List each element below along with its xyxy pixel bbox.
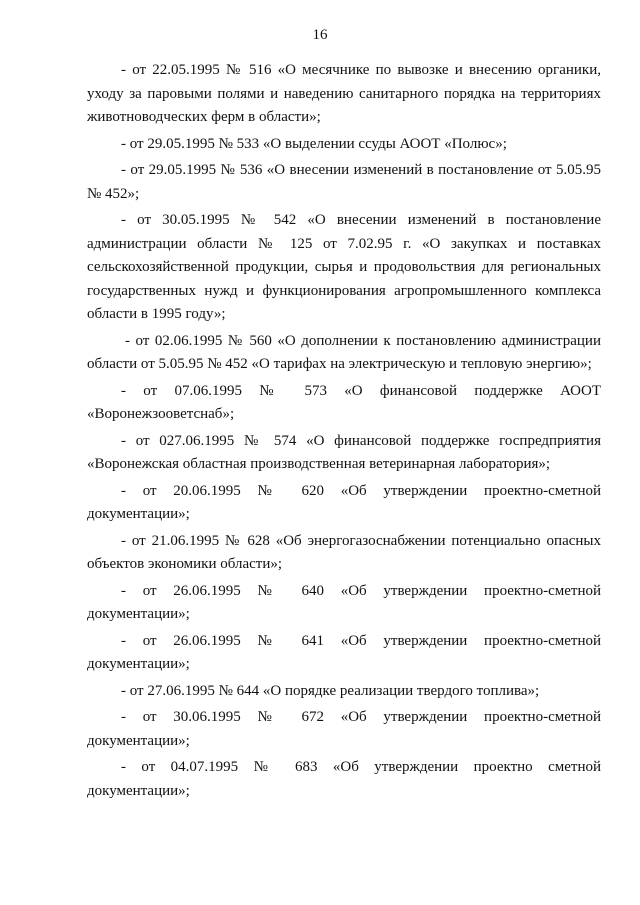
list-item: - от 26.06.1995 № 641 «Об утверждении проектно-сметной документации»; [87, 632, 601, 672]
list-item: - от 29.05.1995 № 536 «О внесении изменений в постановление от 5.05.95 № 452»; [87, 162, 601, 202]
page-number: 16 [312, 27, 328, 43]
list-item: - от 07.06.1995 № 573 «О финансовой поддержке АООТ «Воронежзооветснаб»; [87, 382, 601, 422]
list-item: - от 30.06.1995 № 672 «Об утверждении проектно-сметной документации»; [87, 709, 601, 749]
list-item: - от 26.06.1995 № 640 «Об утверждении проектно-сметной документации»; [87, 582, 601, 622]
list-item: - от 22.05.1995 № 516 «О месячнике по вывозке и внесению органики, уходу за паровыми полями и наведению санитарного порядка на территориях животноводческих ферм в области»; [87, 62, 601, 125]
list-item: - от 20.06.1995 № 620 «Об утверждении проектно-сметной документации»; [87, 482, 601, 522]
list-item: - от 02.06.1995 № 560 «О дополнении к постановлению администрации области от 5.05.95 № 452 «О тарифах на электрическую и тепловую энергию»; [87, 332, 601, 372]
list-item: - от 027.06.1995 № 574 «О финансовой поддержке госпредприятия «Воронежская областная производственная ветеринарная лаборатория»; [87, 432, 601, 472]
list-item: - от 04.07.1995 № 683 «Об утверждении проектно сметной документации»; [87, 759, 601, 799]
list-item: - от 27.06.1995 № 644 «О порядке реализации твердого топлива»; [121, 682, 540, 699]
list-item: - от 29.05.1995 № 533 «О выделении ссуды АООТ «Полюс»; [121, 135, 507, 152]
list-item: - от 30.05.1995 № 542 «О внесении изменений в постановление администрации области № 125 от 7.02.95 г. «О закупках и поставках сельскохозяйственной продукции, сырья и продовольствия для региональных государственных нужд и функционирования агропромышленного комплекса области в 1995 году»; [87, 212, 601, 322]
decree-list [87, 59, 601, 806]
list-item: - от 21.06.1995 № 628 «Об энергогазоснабжении потенциально опасных объектов экономики области»; [87, 532, 601, 572]
